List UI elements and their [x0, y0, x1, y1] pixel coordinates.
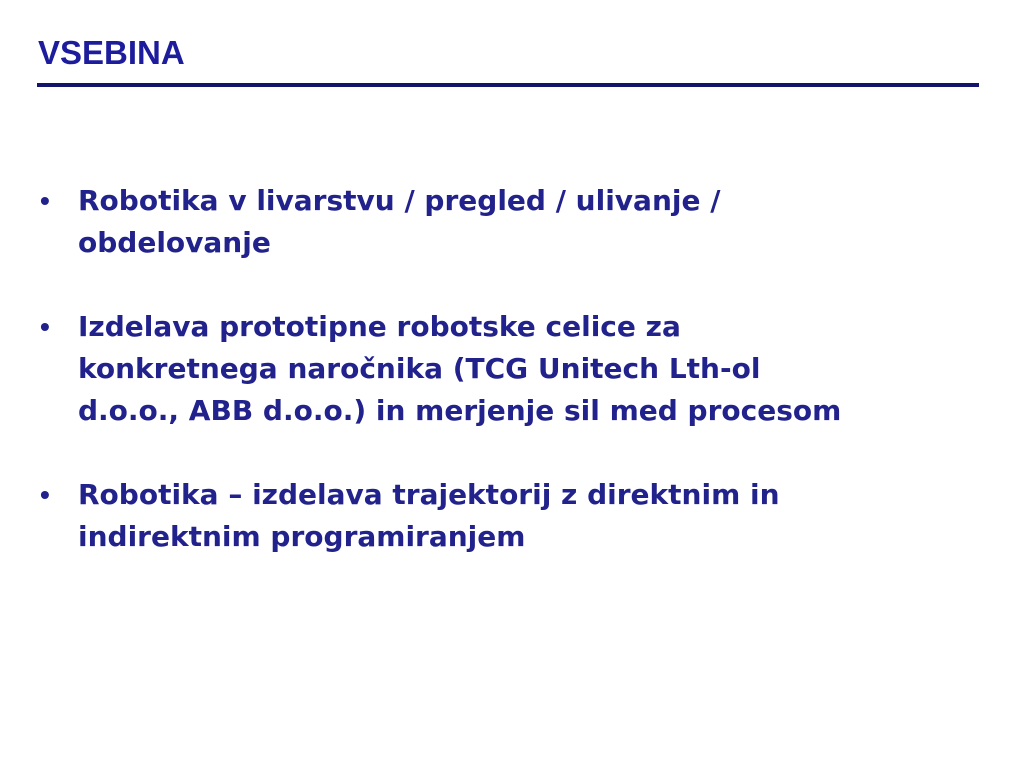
slide-title: VSEBINA — [38, 34, 185, 71]
title-underline — [37, 83, 979, 87]
bullet-text: Robotika v livarstvu / pregled / ulivanje / obdelovanje — [78, 184, 721, 259]
bullet-list — [38, 180, 958, 600]
bullet-text: Izdelava prototipne robotske celice za konkretnega naročnika (TCG Unitech Lth-ol d.o.o., ABB d.o.o.) in merjenje sil med procesom — [78, 310, 842, 427]
bullet-item — [38, 180, 958, 264]
bullet-text: Robotika – izdelava trajektorij z direktnim in indirektnim programiranjem — [78, 478, 780, 553]
bullet-item — [38, 474, 958, 558]
bullet-dot-icon: • — [40, 479, 50, 510]
bullet-dot-icon: • — [40, 185, 50, 216]
bullet-item — [38, 306, 958, 432]
bullet-dot-icon: • — [40, 311, 50, 342]
